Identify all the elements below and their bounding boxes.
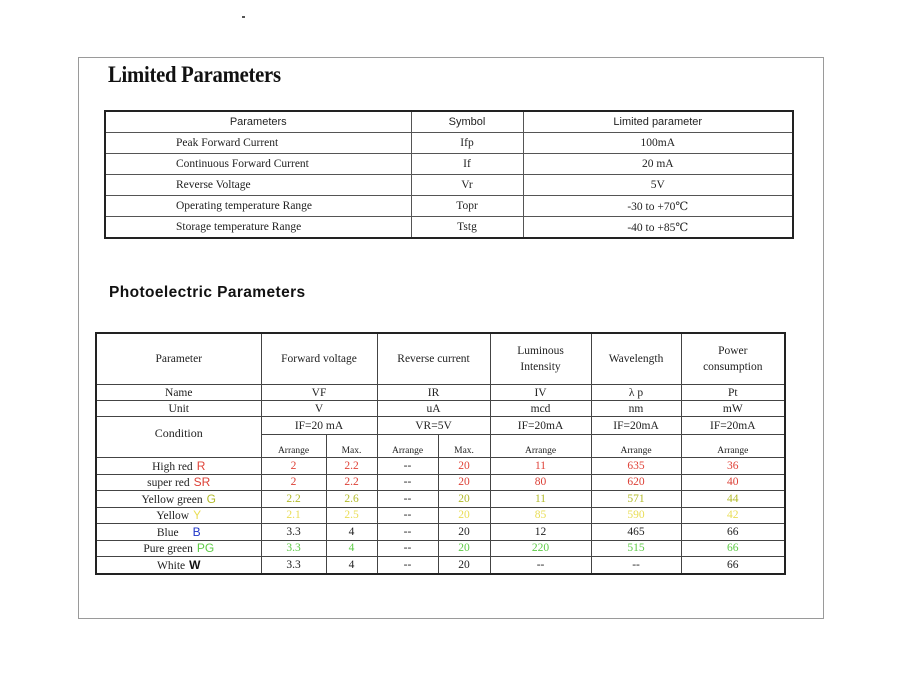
ir-arrange-cell: -- <box>377 540 438 557</box>
condition-vf: IF=20 mA <box>261 417 377 435</box>
header-parameter: Parameter <box>96 333 261 385</box>
header-luminous-line2: Intensity <box>520 361 561 373</box>
name-label: Name <box>96 385 261 401</box>
ir-arrange-cell: -- <box>377 458 438 475</box>
sub-pt-arrange: Arrange <box>681 435 785 458</box>
wl-cell: 635 <box>591 458 681 475</box>
iv-cell: 11 <box>490 458 591 475</box>
led-name: White <box>157 559 186 572</box>
name-pt: Pt <box>681 385 785 401</box>
name-iv: IV <box>490 385 591 401</box>
led-name: Yellow <box>156 510 190 523</box>
symbol-cell: Ifp <box>411 133 523 154</box>
value-cell: 100mA <box>523 133 793 154</box>
header-symbol: Symbol <box>411 111 523 133</box>
sub-wl-arrange: Arrange <box>591 435 681 458</box>
vf-max-cell: 2.2 <box>326 474 377 491</box>
parameter-cell: Peak Forward Current <box>105 133 411 154</box>
sub-iv-arrange: Arrange <box>490 435 591 458</box>
parameter-cell: Continuous Forward Current <box>105 154 411 175</box>
table-row <box>96 557 785 574</box>
vf-max-cell: 2.6 <box>326 491 377 508</box>
unit-iv: mcd <box>490 401 591 417</box>
led-code: W <box>189 557 201 572</box>
wl-cell: 571 <box>591 491 681 508</box>
name-row <box>96 385 785 401</box>
table-row <box>96 491 785 508</box>
limited-parameters-title: Limited Parameters <box>108 62 281 87</box>
header-power-line2: consumption <box>703 361 763 373</box>
led-name-cell <box>96 491 261 508</box>
vf-arrange-cell: 2.2 <box>261 491 326 508</box>
led-name-cell <box>96 540 261 557</box>
header-power-line1: Power <box>718 345 748 357</box>
vf-max-cell: 4 <box>326 540 377 557</box>
table-row <box>96 524 785 541</box>
table-row <box>96 458 785 475</box>
sub-ir-max: Max. <box>438 435 490 458</box>
wl-cell: -- <box>591 557 681 574</box>
ir-max-cell: 20 <box>438 540 490 557</box>
symbol-cell: Tstg <box>411 217 523 239</box>
pt-cell: 66 <box>681 540 785 557</box>
unit-wl: nm <box>591 401 681 417</box>
unit-row <box>96 401 785 417</box>
photoelectric-parameters-table <box>95 332 786 575</box>
unit-ir: uA <box>377 401 490 417</box>
header-power-consumption <box>681 333 785 385</box>
table-row <box>96 507 785 524</box>
header-parameters: Parameters <box>105 111 411 133</box>
led-name: Yellow green <box>141 493 203 506</box>
vf-max-cell: 4 <box>326 557 377 574</box>
value-cell: 20 mA <box>523 154 793 175</box>
ir-max-cell: 20 <box>438 507 490 524</box>
led-code: R <box>196 458 206 473</box>
photoelectric-parameters-title: Photoelectric Parameters <box>109 284 306 301</box>
led-name-cell <box>96 557 261 574</box>
vf-max-cell: 4 <box>326 524 377 541</box>
led-name: Pure green <box>143 543 193 556</box>
led-name-cell <box>96 524 261 541</box>
condition-label: Condition <box>96 417 261 458</box>
value-cell: 5V <box>523 175 793 196</box>
led-code: Y <box>193 508 202 523</box>
unit-vf: V <box>261 401 377 417</box>
led-name-cell <box>96 507 261 524</box>
name-wl: λ p <box>591 385 681 401</box>
vf-max-cell: 2.2 <box>326 458 377 475</box>
symbol-cell: Topr <box>411 196 523 217</box>
unit-label: Unit <box>96 401 261 417</box>
header-forward-voltage: Forward voltage <box>261 333 377 385</box>
ir-max-cell: 20 <box>438 491 490 508</box>
symbol-cell: If <box>411 154 523 175</box>
led-name: super red <box>147 477 190 490</box>
vf-arrange-cell: 2 <box>261 474 326 491</box>
sub-vf-arrange: Arrange <box>261 435 326 458</box>
wl-cell: 465 <box>591 524 681 541</box>
led-name-cell <box>96 458 261 475</box>
condition-ir: VR=5V <box>377 417 490 435</box>
vf-arrange-cell: 3.3 <box>261 524 326 541</box>
value-cell: -30 to +70℃ <box>523 196 793 217</box>
ir-max-cell: 20 <box>438 557 490 574</box>
header-reverse-current: Reverse current <box>377 333 490 385</box>
led-name: Blue <box>156 526 179 539</box>
header-luminous-intensity <box>490 333 591 385</box>
table-row <box>105 154 793 175</box>
led-name: High red <box>152 460 193 473</box>
parameter-cell: Operating temperature Range <box>105 196 411 217</box>
ir-arrange-cell: -- <box>377 474 438 491</box>
led-code: SR <box>193 475 211 490</box>
vf-arrange-cell: 3.3 <box>261 557 326 574</box>
iv-cell: 11 <box>490 491 591 508</box>
table-row <box>105 133 793 154</box>
led-code: B <box>192 524 201 539</box>
wl-cell: 515 <box>591 540 681 557</box>
header-luminous-line1: Luminous <box>517 345 564 357</box>
iv-cell: 80 <box>490 474 591 491</box>
table-row <box>105 175 793 196</box>
parameter-cell: Reverse Voltage <box>105 175 411 196</box>
header-limited-parameter: Limited parameter <box>523 111 793 133</box>
pt-cell: 40 <box>681 474 785 491</box>
parameter-cell: Storage temperature Range <box>105 217 411 239</box>
pt-cell: 44 <box>681 491 785 508</box>
ir-arrange-cell: -- <box>377 507 438 524</box>
vf-arrange-cell: 2 <box>261 458 326 475</box>
unit-pt: mW <box>681 401 785 417</box>
table-row <box>96 474 785 491</box>
sub-ir-arrange: Arrange <box>377 435 438 458</box>
iv-cell: 12 <box>490 524 591 541</box>
led-code: G <box>206 491 216 506</box>
limited-parameters-table <box>104 110 794 239</box>
table-row <box>96 540 785 557</box>
symbol-cell: Vr <box>411 175 523 196</box>
vf-arrange-cell: 2.1 <box>261 507 326 524</box>
name-ir: IR <box>377 385 490 401</box>
led-code: PG <box>196 541 215 556</box>
iv-cell: 220 <box>490 540 591 557</box>
scan-speck <box>242 16 245 18</box>
sub-vf-max: Max. <box>326 435 377 458</box>
condition-iv: IF=20mA <box>490 417 591 435</box>
photo-header-row <box>96 333 785 385</box>
table-row <box>105 217 793 239</box>
ir-max-cell: 20 <box>438 474 490 491</box>
table-header-row <box>105 111 793 133</box>
iv-cell: 85 <box>490 507 591 524</box>
pt-cell: 66 <box>681 557 785 574</box>
vf-arrange-cell: 3.3 <box>261 540 326 557</box>
table-row <box>105 196 793 217</box>
iv-cell: -- <box>490 557 591 574</box>
ir-arrange-cell: -- <box>377 557 438 574</box>
pt-cell: 66 <box>681 524 785 541</box>
pt-cell: 36 <box>681 458 785 475</box>
name-vf: VF <box>261 385 377 401</box>
condition-wl: IF=20mA <box>591 417 681 435</box>
ir-max-cell: 20 <box>438 458 490 475</box>
led-name-cell <box>96 474 261 491</box>
pt-cell: 42 <box>681 507 785 524</box>
condition-pt: IF=20mA <box>681 417 785 435</box>
condition-row <box>96 417 785 435</box>
header-wavelength: Wavelength <box>591 333 681 385</box>
ir-max-cell: 20 <box>438 524 490 541</box>
ir-arrange-cell: -- <box>377 524 438 541</box>
ir-arrange-cell: -- <box>377 491 438 508</box>
wl-cell: 590 <box>591 507 681 524</box>
value-cell: -40 to +85℃ <box>523 217 793 239</box>
wl-cell: 620 <box>591 474 681 491</box>
vf-max-cell: 2.5 <box>326 507 377 524</box>
